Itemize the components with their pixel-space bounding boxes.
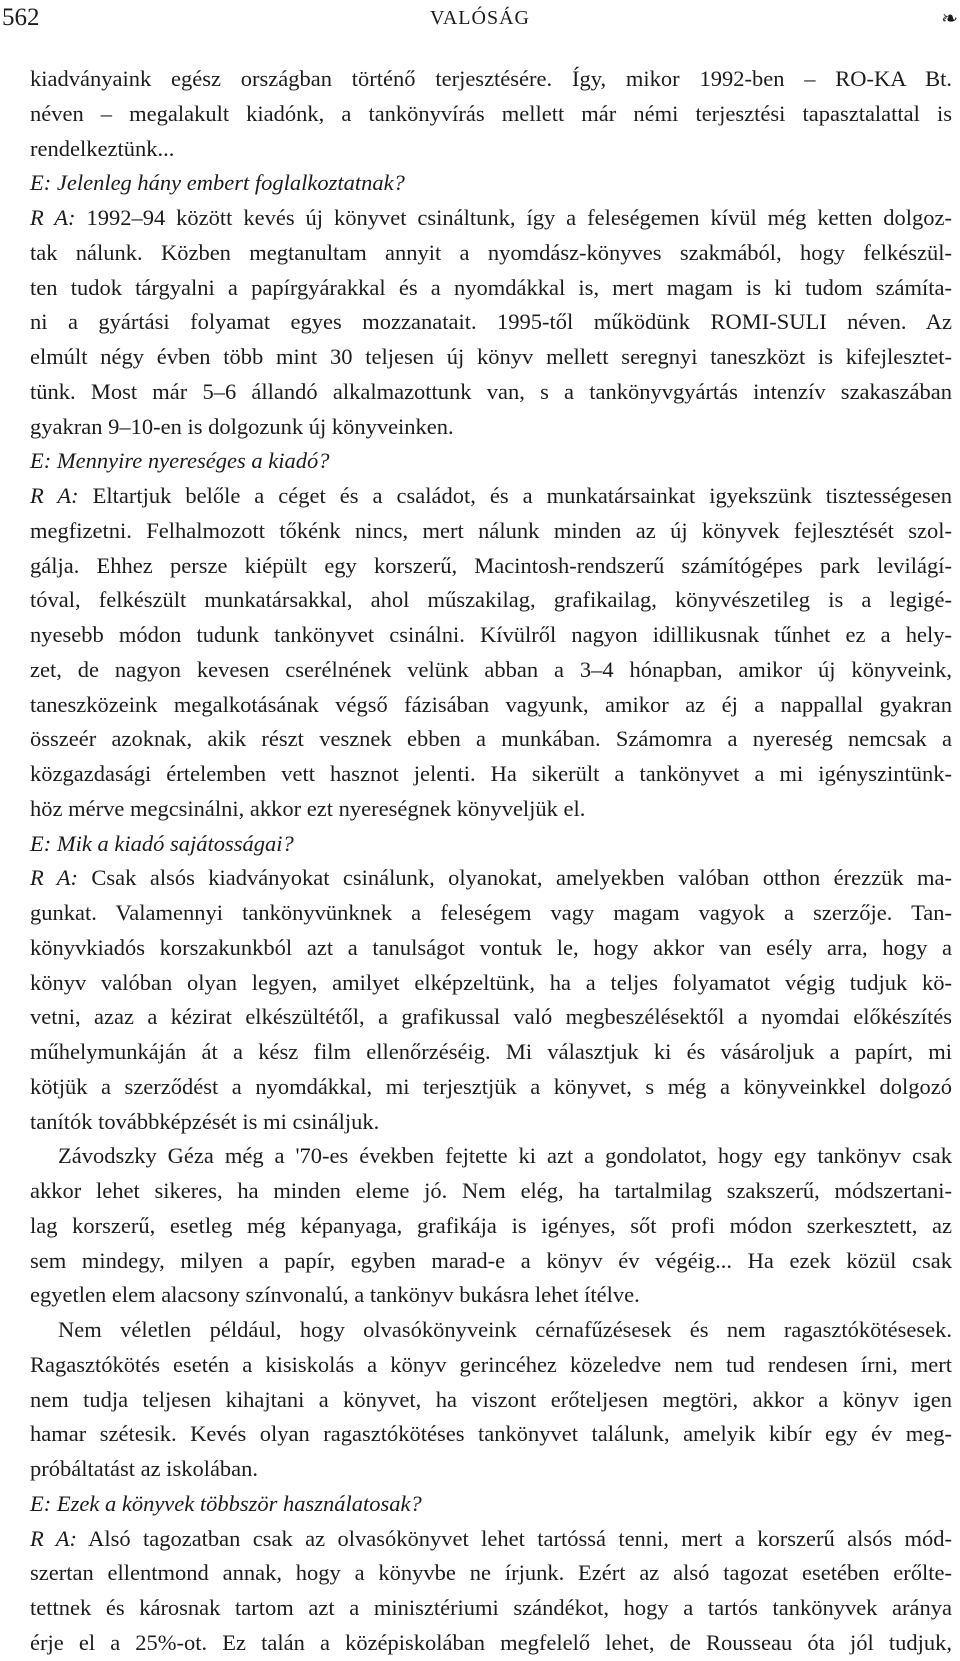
text-line <box>30 827 952 862</box>
line-text: nyesebb módon tudunk tankönyvet csinálni. Kívülről nagyon idillikusnak tűnhet ez a hely- <box>30 622 952 647</box>
line-text: Eltartjuk belőle a céget és a családot, és a munkatársainkat igyekszünk tisztességesen <box>78 483 952 508</box>
page-number: 562 <box>2 4 40 31</box>
text-line <box>30 375 952 410</box>
line-text: kötjük a szerződést a nyomdákkal, mi terjesztjük a könyvet, s még a könyveinkkel dolgozó <box>30 1073 952 1099</box>
line-text: érje el a 25%-ot. Ez talán a középiskolában megfelelő lehet, de Rousseau óta jól tudjuk, <box>30 1629 952 1655</box>
line-text: hamar szétesik. Kevés olyan ragasztókötéses tankönyvet találunk, amelyik kibír egy év meg- <box>30 1421 952 1447</box>
text-line <box>30 549 952 584</box>
text-line <box>30 1383 952 1418</box>
speaker-label: E: Mik a kiadó sajátosságai? <box>30 830 294 856</box>
line-text: könyvkiadós korszakunkból azt a tanulságot vontuk le, hogy akkor van esély arra, hogy a <box>30 934 952 960</box>
line-text: Ragasztókötés esetén a kisiskolás a könyv gerincéhez közeledve nem tud rendesen írni, mert <box>30 1351 952 1377</box>
line-text: néven – megalakult kiadónk, a tankönyvírás mellett már némi terjesztési tapasztalattal is <box>30 100 952 126</box>
text-line <box>30 62 952 97</box>
speaker-label: R A: <box>30 205 76 230</box>
line-text: könyv valóban olyan legyen, amilyet elképzeltünk, ha a teljes folyamatot végig tudjuk kö- <box>30 969 952 995</box>
text-line <box>30 1278 952 1313</box>
line-text: tanítók továbbképzését is mi csináljuk. <box>30 1108 380 1134</box>
text-line <box>30 444 952 479</box>
line-text: lag korszerű, esetleg még képanyaga, grafikája is igényes, sőt profi módon szerkesztett, az <box>30 1212 952 1238</box>
text-line <box>30 132 952 167</box>
text-line <box>30 166 952 201</box>
speaker-label: R A: <box>30 1525 77 1551</box>
line-text: tak nálunk. Közben megtanultam annyit a nyomdász-könyves szakmából, hogy felkészül- <box>30 239 952 265</box>
text-line <box>30 1070 952 1105</box>
text-line <box>30 1209 952 1244</box>
line-text: Alsó tagozatban csak az olvasókönyvet lehet tartóssá tenni, mert a korszerű alsós mód- <box>76 1525 952 1551</box>
text-line <box>30 861 952 896</box>
line-text: szertan ellentmond annak, hogy a könyvbe ne írjunk. Ezért az alsó tagozat esetében erőlte- <box>30 1560 952 1586</box>
text-line <box>30 1452 952 1487</box>
line-text: tünk. Most már 5–6 állandó alkalmazottunk van, s a tankönyvgyártás intenzív szakaszában <box>30 378 952 404</box>
text-line <box>30 479 952 514</box>
line-text: ni a gyártási folyamat egyes mozzanatait. 1995-től működünk ROMI-SULI néven. Az <box>30 309 952 335</box>
text-line <box>30 1522 952 1557</box>
line-text: gunkat. Valamennyi tankönyvünknek a feleségem vagy magam vagyok a szerzője. Tan- <box>30 900 952 925</box>
text-line <box>30 1035 952 1070</box>
line-text: próbáltatást az iskolában. <box>30 1456 259 1481</box>
text-line <box>30 896 952 931</box>
line-text: vetni, azaz a kézirat elkészültétől, a grafikussal való megbeszélésektől a nyomdai előkészítés <box>30 1004 952 1030</box>
text-line <box>30 236 952 271</box>
text-line <box>30 514 952 549</box>
speaker-label: E: Jelenleg hány embert foglalkoztatnak? <box>30 170 405 196</box>
speaker-label: R A: <box>30 483 79 508</box>
text-line <box>30 340 952 375</box>
text-line <box>30 792 952 827</box>
line-text: 1992–94 között kevés új könyvet csináltunk, így a feleségemen kívül még ketten dolgoz- <box>75 205 953 230</box>
line-text: gálja. Ehhez persze kiépült egy korszerű, Macintosh-rendszerű számítógépes park levilágí- <box>30 552 952 578</box>
line-text: taneszközeink megalkotásának végső fázisában vagyunk, amikor az éj a nappallal gyakran <box>30 691 952 717</box>
line-text: kiadványaink egész országban történő terjesztésére. Így, mikor 1992-ben – RO-KA Bt. <box>30 66 952 91</box>
line-text: tóval, felkészült munkatársakkal, ahol műszakilag, grafikailag, könyvészetileg is a legigé- <box>30 587 952 613</box>
line-text: ten tudok tárgyalni a papírgyárakkal és a nyomdákkal is, mert magam is ki tudom számíta- <box>30 274 952 300</box>
page-header <box>0 0 960 40</box>
line-text: megfizetni. Felhalmozott tőkénk nincs, mert nálunk minden az új könyvek fejlesztését szol- <box>30 517 952 543</box>
line-text: nem tudja teljesen kihajtani a könyvet, ha viszont erőteljesen megtöri, akkor a könyv igen <box>30 1386 952 1412</box>
line-text: Závodszky Géza még a '70-es években fejtette ki azt a gondolatot, hogy egy tankönyv csak <box>58 1143 952 1169</box>
text-line <box>30 97 952 132</box>
running-head: VALÓSÁG <box>430 7 530 29</box>
line-text: egyetlen elem alacsony színvonalú, a tankönyv bukásra lehet ítélve. <box>30 1282 640 1308</box>
text-line <box>30 1348 952 1383</box>
line-text: rendelkeztünk... <box>30 135 175 161</box>
text-line <box>30 583 952 618</box>
text-line <box>30 1105 952 1140</box>
text-line <box>30 653 952 688</box>
line-text: sem mindegy, milyen a papír, egyben marad-e a könyv év végéig... Ha ezek közül csak <box>30 1247 952 1273</box>
text-line <box>30 1174 952 1209</box>
text-line <box>30 1556 952 1591</box>
text-line <box>30 618 952 653</box>
line-text: közgazdasági értelemben vett hasznot jelenti. Ha sikerült a tankönyvet a mi igényszintünk- <box>30 761 952 786</box>
line-text: zet, de nagyon kevesen cserélnének velünk abban a 3–4 hónapban, amikor új könyveink, <box>30 656 952 682</box>
line-text: gyakran 9–10-en is dolgozunk új könyveinken. <box>30 413 454 439</box>
line-text: Csak alsós kiadványokat csinálunk, olyanokat, amelyekben valóban otthon érezzük ma- <box>78 865 952 891</box>
text-line <box>30 201 952 236</box>
text-line <box>30 1139 952 1174</box>
text-line <box>30 1487 952 1522</box>
page-body <box>30 62 952 1661</box>
text-line <box>30 757 952 792</box>
text-line <box>30 1244 952 1279</box>
text-line <box>30 1626 952 1661</box>
line-text: műhelymunkáján át a kész film ellenőrzéséig. Mi választjuk ki és vásároljuk a papírt, mi <box>30 1039 952 1064</box>
text-line <box>30 410 952 445</box>
speaker-label: R A: <box>30 865 78 891</box>
speaker-label: E: Ezek a könyvek többször használatosak? <box>30 1490 422 1516</box>
text-line <box>30 1000 952 1035</box>
line-text: Nem véletlen például, hogy olvasókönyveink cérnafűzésesek és nem ragasztókötésesek. <box>58 1317 952 1342</box>
text-line <box>30 305 952 340</box>
line-text: elmúlt négy évben több mint 30 teljesen új könyv mellett seregnyi taneszközt is kifejlesztet- <box>30 344 952 369</box>
text-line <box>30 931 952 966</box>
line-text: höz mérve megcsinálni, akkor ezt nyereségnek könyveljük el. <box>30 795 586 821</box>
text-line <box>30 1591 952 1626</box>
text-line <box>30 688 952 723</box>
text-line <box>30 966 952 1001</box>
line-text: összeér azoknak, akik részt vesznek ebben a munkában. Számomra a nyereség nemcsak a <box>30 726 952 752</box>
ornament-icon: ❧ <box>941 8 958 30</box>
text-line <box>30 271 952 306</box>
line-text: tettnek és károsnak tartom azt a minisztériumi szándékot, hogy a tartós tankönyvek aránya <box>30 1595 952 1620</box>
text-line <box>30 1313 952 1348</box>
line-text: akkor lehet sikeres, ha minden eleme jó. Nem elég, ha tartalmilag szakszerű, módszertani- <box>30 1178 952 1203</box>
speaker-label: E: Mennyire nyereséges a kiadó? <box>30 448 330 474</box>
text-line <box>30 722 952 757</box>
text-line <box>30 1417 952 1452</box>
